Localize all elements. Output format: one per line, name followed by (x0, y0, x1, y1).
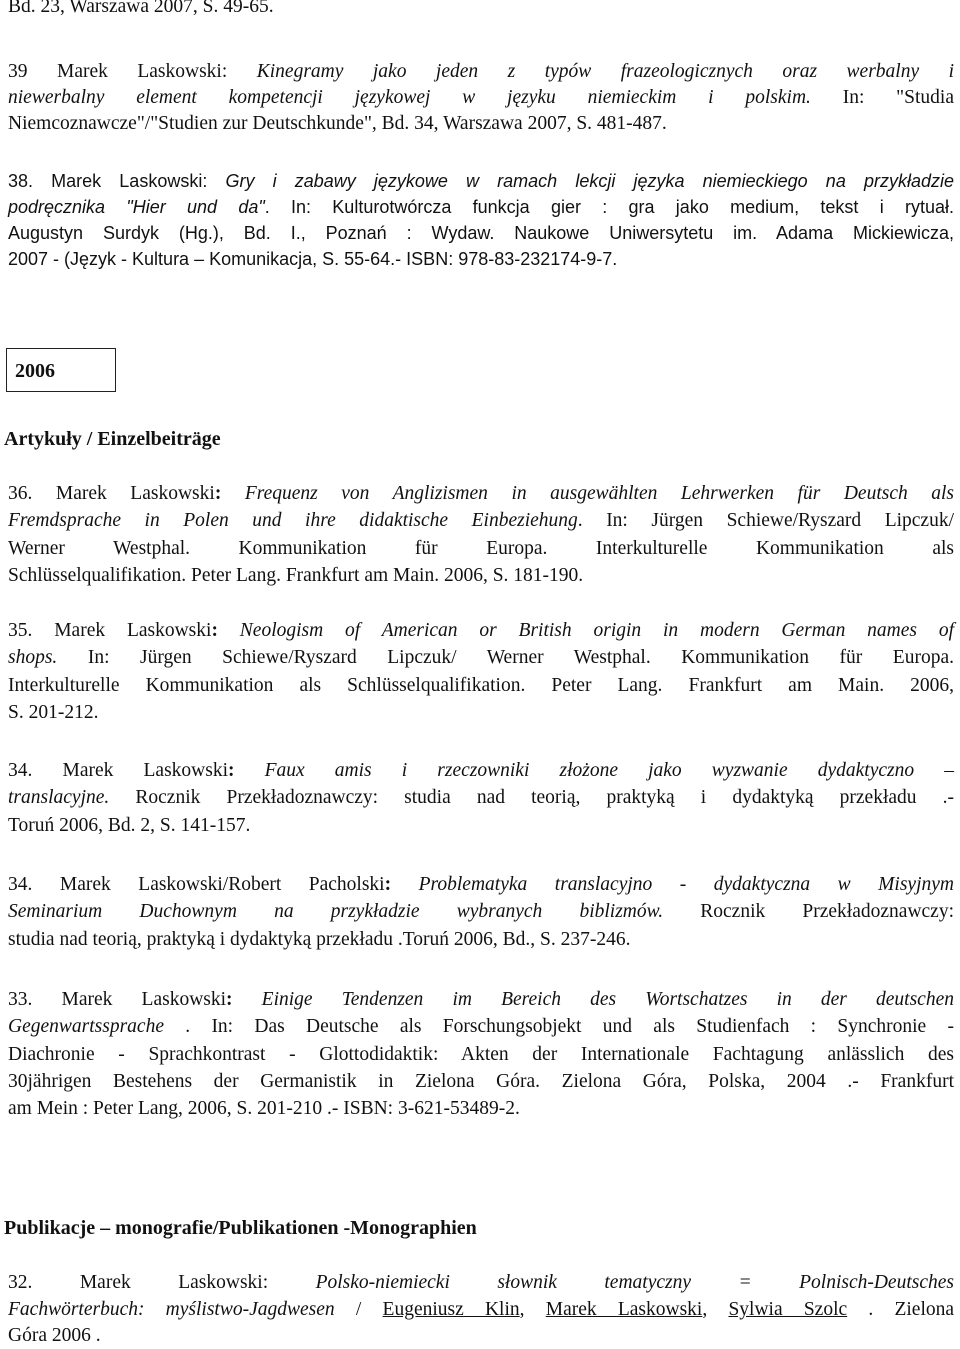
entry-39-line-1 (8, 59, 954, 85)
entry-35-line-1 (8, 618, 954, 644)
entry-39-author: 39 Marek Laskowski: (8, 61, 257, 82)
entry-38-line-1 (8, 168, 954, 194)
entry-34b-colon: : (384, 874, 392, 895)
entry-34b-source: Rocznik Przekładoznawczy: (663, 901, 954, 922)
entry-33-line-3: Diachronie - Sprachkontrast - Glottodidaktik: Akten der Internationale Fachtagung anlässlich des (8, 1044, 954, 1065)
entry-35-source: In: Jürgen Schiewe/Ryszard Lipczuk/ Werner Westphal. Kommunikation für Europa. (57, 647, 954, 668)
entry-39-title-cont: niewerbalny element kompetencji językowej w języku niemieckim i polskim. (8, 87, 811, 108)
year-box: 2006 (6, 348, 116, 392)
entry-34a-line-3: Toruń 2006, Bd. 2, S. 141-157. (8, 815, 251, 836)
bibliography-fragment-line: Bd. 23, Warszawa 2007, S. 49-65. (8, 0, 274, 17)
entry-33-author: 33. Marek Laskowski (8, 989, 227, 1010)
entry-32-separator: , (702, 1299, 729, 1320)
entry-36-line-1 (8, 481, 954, 507)
entry-32-title: Polsko-niemiecki słownik tematyczny = Polnisch-Deutsches (315, 1272, 954, 1293)
author-link-marek-laskowski[interactable]: Marek Laskowski (545, 1299, 703, 1320)
entry-36-line-3: Werner Westphal. Kommunikation für Europa. Interkulturelle Kommunikation als (8, 538, 954, 559)
entry-33-title-cont: Gegenwartssprache (8, 1016, 164, 1037)
entry-34b-author: 34. Marek Laskowski/Robert Pacholski (8, 874, 385, 895)
entry-38-line-2 (8, 194, 954, 220)
entry-34a-source: Rocznik Przekładoznawczy: studia nad teorią, praktyką i dydaktyką przekładu .- (109, 787, 954, 808)
entry-34b-line-2 (8, 899, 954, 925)
entry-34a-line-1 (8, 758, 954, 784)
entry-35-title-cont: shops. (8, 647, 58, 668)
entry-38-title: Gry i zabawy językowe w ramach lekcji języka niemieckiego na przykładzie (225, 171, 954, 191)
entry-39-title: Kinegramy jako jeden z typów frazeologicznych oraz werbalny i (256, 61, 954, 82)
entry-35-line-2 (8, 645, 954, 671)
entry-35-author: 35. Marek Laskowski (8, 620, 212, 641)
entry-39-line-2 (8, 85, 954, 111)
entry-36-source: . In: Jürgen Schiewe/Ryszard Lipczuk/ (577, 510, 955, 531)
entry-34b-title-cont: Seminarium Duchownym na przykładzie wybranych biblizmów. (8, 901, 664, 922)
entry-33-colon: : (226, 989, 233, 1010)
entry-32-title-cont: Fachwörterbuch: myślistwo-Jagdwesen (8, 1299, 335, 1320)
entry-35-line-4: S. 201-212. (8, 702, 99, 723)
entry-38-title-cont: podręcznika "Hier und da" (8, 197, 265, 217)
entry-32-line-3: Góra 2006 . (8, 1325, 101, 1346)
entry-34a-author: 34. Marek Laskowski (8, 760, 228, 781)
entry-32-line-1 (8, 1270, 954, 1296)
entry-32-tail: . Zielona (847, 1299, 955, 1320)
entry-36-title-cont: Fremdsprache in Polen und ihre didaktische Einbeziehung (8, 510, 578, 531)
entry-36-author: 36. Marek Laskowski (8, 483, 215, 504)
author-link-eugeniusz-klin[interactable]: Eugeniusz Klin (382, 1299, 520, 1320)
section-heading-articles: Artykuły / Einzelbeiträge (4, 428, 221, 450)
entry-36-title: Frequenz von Anglizismen in ausgewählten Lehrwerken für Deutsch als (221, 483, 955, 504)
entry-35-colon: : (211, 620, 218, 641)
entry-34a-line-2 (8, 785, 954, 811)
entry-39-source: In: "Studia (810, 87, 954, 108)
author-link-sylwia-szolc[interactable]: Sylwia Szolc (728, 1299, 848, 1320)
entry-32-separator: / (334, 1299, 383, 1320)
entry-33-source: . In: Das Deutsche als Forschungsobjekt und als Studienfach : Synchronie - (163, 1016, 954, 1037)
entry-34a-colon: : (228, 760, 235, 781)
entry-34b-title: Problematyka translacyjno - dydaktyczna w Misyjnym (391, 874, 954, 895)
entry-38-author: 38. Marek Laskowski: (8, 171, 226, 191)
entry-35-line-3: Interkulturelle Kommunikation als Schlüsselqualifikation. Peter Lang. Frankfurt am Main. 2006, (8, 675, 954, 696)
entry-36-line-4: Schlüsselqualifikation. Peter Lang. Frankfurt am Main. 2006, S. 181-190. (8, 565, 584, 586)
entry-38-line-4: 2007 - (Język - Kultura – Komunikacja, S. 55-64.- ISBN: 978-83-232174-9-7. (8, 249, 618, 269)
section-heading-monographs: Publikacje – monografie/Publikationen -Monographien (4, 1217, 477, 1239)
entry-36-line-2 (8, 508, 954, 534)
entry-32-separator: , (519, 1299, 546, 1320)
entry-38-line-3: Augustyn Surdyk (Hg.), Bd. I., Poznań : Wydaw. Naukowe Uniwersytetu im. Adama Mickiewicza, (8, 223, 954, 243)
entry-33-line-1 (8, 987, 954, 1013)
entry-39-line-3: Niemcoznawcze"/"Studien zur Deutschkunde", Bd. 34, Warszawa 2007, S. 481-487. (8, 113, 667, 134)
entry-33-line-5: am Mein : Peter Lang, 2006, S. 201-210 .- ISBN: 3-621-53489-2. (8, 1098, 520, 1119)
entry-33-title: Einige Tendenzen im Bereich des Wortschatzes in der deutschen (232, 989, 954, 1010)
entry-35-title: Neologism of American or British origin in modern German names of (217, 620, 955, 641)
entry-32-line-2 (8, 1297, 954, 1323)
entry-34a-title-cont: translacyjne. (8, 787, 110, 808)
entry-34b-line-1 (8, 872, 954, 898)
entry-38-source: . In: Kulturotwórcza funkcja gier : gra jako medium, tekst i rytuał. (264, 197, 954, 217)
entry-34b-line-3: studia nad teorią, praktyką i dydaktyką przekładu .Toruń 2006, Bd., S. 237-246. (8, 929, 631, 950)
entry-32-author: 32. Marek Laskowski: (8, 1272, 316, 1293)
entry-34a-title: Faux amis i rzeczowniki złożone jako wyzwanie dydaktyczno – (234, 760, 954, 781)
entry-36-colon: : (214, 483, 222, 504)
entry-33-line-2 (8, 1014, 954, 1040)
entry-33-line-4: 30jährigen Bestehens der Germanistik in Zielona Góra. Zielona Góra, Polska, 2004 .- Frankfurt (8, 1071, 954, 1092)
